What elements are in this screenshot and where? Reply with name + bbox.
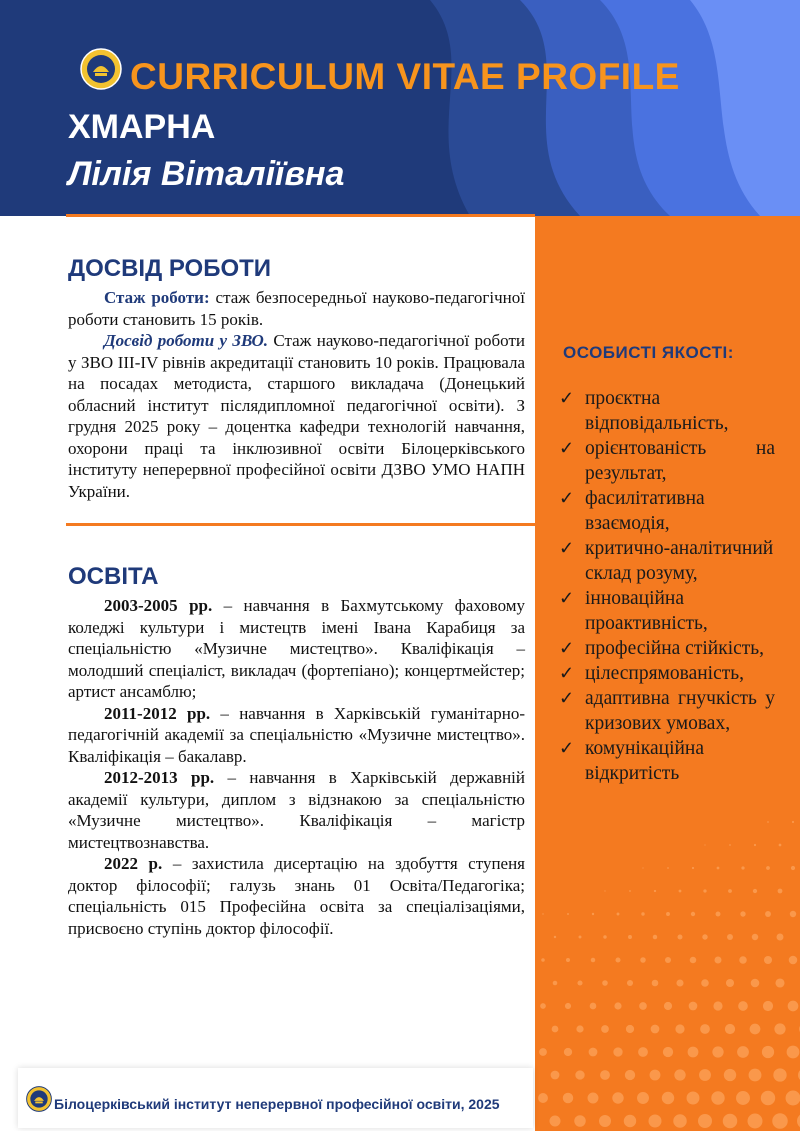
quality-item [559, 686, 775, 736]
halftone-dot [779, 844, 782, 847]
halftone-dot [589, 1048, 598, 1057]
halftone-dot [690, 957, 697, 964]
quality-text: проєктна відповідальність, [585, 388, 729, 434]
halftone-dot [724, 1069, 736, 1081]
quality-item [559, 386, 775, 436]
header-banner [0, 0, 800, 216]
halftone-dot [727, 934, 733, 940]
education-period: 2011-2012 рр. [104, 703, 211, 723]
halftone-dot [615, 957, 620, 962]
halftone-dot [613, 1047, 622, 1056]
halftone-dot [600, 1070, 610, 1080]
halftone-dot [775, 978, 784, 987]
halftone-dot [567, 913, 569, 915]
halftone-dot [699, 1069, 711, 1081]
experience-text-2: Стаж науково-педагогічної роботи у ЗВО ІІІ-ІV рівнів акредитації становить 10 років. Працювала на посадах методиста, старшого викладача (Донецький обласний інститут післядипломної педагогічної освіти). З грудня 2025 року – доцентка кафедри технологій навчання, охорони праці та інклюзивної освіти Білоцерківського інституту неперервної професійної освіти ДЗВО УМО НАПН України. [68, 331, 525, 501]
halftone-dot [654, 890, 656, 892]
halftone-dot [753, 889, 757, 893]
halftone-dot [640, 957, 646, 963]
halftone-dot [551, 1071, 560, 1080]
halftone-dot [665, 957, 671, 963]
halftone-dot [639, 1002, 647, 1010]
halftone-dot [550, 1116, 561, 1127]
education-description: – навчання в Харківській гуманітарно-педагогічній академії за спеціальністю «Музичне мистецтво». Кваліфікація – бакалавр. [68, 703, 525, 766]
halftone-dot [749, 1069, 762, 1082]
institute-emblem-icon [26, 1086, 52, 1112]
halftone-dot [637, 1092, 649, 1104]
education-period: 2012-2013 рр. [104, 768, 215, 787]
quality-text: комунікаційна відкритість [585, 738, 705, 784]
halftone-dot [575, 1070, 584, 1079]
halftone-dot [741, 866, 744, 869]
halftone-dot [540, 1003, 546, 1009]
halftone-dot [650, 1070, 661, 1081]
check-icon: ✓ [559, 738, 575, 758]
halftone-dot [576, 1025, 583, 1032]
halftone-dot [599, 1115, 611, 1127]
halftone-dot [691, 912, 695, 916]
halftone-dot [740, 911, 745, 916]
halftone-dot [767, 821, 769, 823]
check-icon: ✓ [559, 538, 575, 558]
halftone-dot [601, 1025, 609, 1033]
halftone-dot [614, 1002, 621, 1009]
person-given-names: Лілія Віталіївна [68, 155, 345, 193]
halftone-dot [765, 911, 771, 917]
check-icon: ✓ [559, 638, 575, 658]
halftone-dot [739, 956, 747, 964]
halftone-dot [791, 866, 795, 870]
halftone-dot [764, 956, 772, 964]
halftone-dot [617, 913, 620, 916]
person-surname: ХМАРНА [68, 108, 216, 146]
halftone-dot [777, 934, 784, 941]
halftone-dot [702, 934, 707, 939]
education-entry [68, 767, 525, 853]
halftone-dot [763, 1001, 773, 1011]
halftone-dot [723, 1114, 738, 1129]
halftone-dot [788, 1001, 799, 1012]
quality-text: критично-аналітичний склад розуму, [585, 538, 774, 584]
halftone-dot [676, 979, 683, 986]
halftone-dot [751, 979, 760, 988]
halftone-dot [716, 912, 721, 917]
halftone-dot [761, 1091, 775, 1105]
halftone-dot [624, 1115, 637, 1128]
halftone-dot [714, 956, 721, 963]
halftone-dot [673, 1114, 687, 1128]
halftone-dot [652, 980, 659, 987]
halftone-dot [762, 1046, 774, 1058]
halftone-dot [713, 1001, 722, 1010]
halftone-dot [653, 935, 657, 939]
check-icon: ✓ [559, 588, 575, 608]
footer-text: Білоцерківський інститут неперервної професійної освіти, 2025 [54, 1096, 500, 1112]
halftone-dot [554, 936, 556, 938]
education-description: – навчання в Харківській державній академії культури, диплом з відзнакою за спеціальністю «Музичне мистецтво». Кваліфікація – магістр мистецтвознавства. [68, 768, 525, 852]
quality-text: фасилітативна взаємодія, [585, 488, 705, 534]
education-period: 2003-2005 рр. [104, 596, 213, 615]
quality-item [559, 536, 775, 586]
section-divider [66, 523, 535, 526]
quality-text: орієнтованість на результат, [585, 438, 775, 484]
qualities-list [559, 386, 775, 786]
quality-item [559, 661, 775, 686]
halftone-dot [772, 1113, 788, 1129]
quality-text: адаптивна гнучкість у кризових умовах, [585, 688, 775, 734]
halftone-dot [642, 867, 643, 868]
halftone-dot [678, 935, 683, 940]
halftone-dot [738, 1001, 748, 1011]
experience-title: ДОСВІД РОБОТИ [68, 255, 272, 282]
halftone-dot [750, 1024, 761, 1035]
halftone-dot [612, 1092, 623, 1103]
halftone-dot [754, 844, 756, 846]
experience-label-2: Досвід роботи у ЗВО. [104, 331, 269, 350]
education-title: ОСВІТА [68, 563, 159, 590]
halftone-dot [588, 1093, 599, 1104]
halftone-dot [774, 1023, 785, 1034]
footer [18, 1068, 533, 1128]
halftone-dot [629, 890, 631, 892]
quality-text: інноваційна проактивність, [585, 588, 708, 634]
halftone-dot [603, 935, 606, 938]
halftone-dot [728, 889, 732, 893]
halftone-dot [538, 1093, 548, 1103]
halftone-dot [663, 1047, 673, 1057]
check-icon: ✓ [559, 438, 575, 458]
halftone-dot [577, 980, 582, 985]
halftone-dot [574, 1115, 586, 1127]
document-title: CURRICULUM VITAE PROFILE [130, 56, 680, 97]
education-description: – захистила дисертацію на здобуття ступеня доктор філософії; галузь знань 01 Освіта/Педагогіка; спеціальність 015 Професійна освіта за спеціалізаціями, присвоєно ступінь доктор філософії. [68, 854, 525, 938]
halftone-dot [552, 1026, 559, 1033]
halftone-dot [711, 1091, 724, 1104]
header-divider [66, 214, 535, 217]
halftone-dot [649, 1115, 662, 1128]
check-icon: ✓ [559, 388, 575, 408]
halftone-dot [563, 1093, 573, 1103]
experience-section [68, 287, 525, 502]
halftone-dot [790, 911, 796, 917]
experience-label-1: Стаж роботи: [104, 288, 210, 307]
quality-item [559, 486, 775, 536]
halftone-dot [628, 935, 632, 939]
quality-item [559, 586, 775, 636]
halftone-dot [592, 913, 594, 915]
education-entry [68, 853, 525, 939]
quality-item [559, 736, 775, 786]
halftone-dot [787, 1046, 800, 1059]
halftone-dot [579, 936, 582, 939]
experience-paragraph-2 [68, 330, 525, 502]
experience-text-1: стаж безпосередньої науково-педагогічної роботи становить 15 років. [68, 288, 525, 329]
halftone-dot [792, 821, 794, 823]
halftone-dot [674, 1069, 685, 1080]
halftone-dot [700, 1024, 710, 1034]
qualities-title: ОСОБИСТІ ЯКОСТІ: [563, 343, 734, 362]
check-icon: ✓ [559, 663, 575, 683]
halftone-dot [778, 889, 783, 894]
halftone-dot [539, 1048, 547, 1056]
quality-item [559, 636, 775, 661]
halftone-dot [725, 1024, 735, 1034]
halftone-dot [679, 890, 682, 893]
halftone-dot [704, 844, 705, 845]
halftone-dot [666, 912, 670, 916]
halftone-dot [590, 1003, 597, 1010]
halftone-dot [737, 1046, 749, 1058]
halftone-dot [664, 1002, 672, 1010]
education-entry [68, 703, 525, 768]
halftone-dot [641, 912, 644, 915]
quality-text: цілеспрямованість, [585, 663, 745, 684]
halftone-dot [662, 1092, 674, 1104]
halftone-dot [701, 979, 709, 987]
halftone-dot [689, 1002, 698, 1011]
halftone-dot [687, 1092, 700, 1105]
halftone-dot [703, 889, 706, 892]
halftone-dot [564, 1048, 572, 1056]
education-section [68, 595, 525, 939]
halftone-dot [688, 1047, 699, 1058]
halftone-dot [773, 1068, 786, 1081]
halftone-dot [591, 958, 596, 963]
halftone-dot [667, 867, 669, 869]
halftone-dot [789, 956, 798, 965]
halftone-dot [729, 844, 731, 846]
halftone-dot [717, 867, 720, 870]
halftone-dot [542, 913, 543, 914]
halftone-dot [698, 1114, 712, 1128]
halftone-dot [752, 934, 758, 940]
halftone-dot [786, 1091, 800, 1106]
halftone-dot [541, 958, 545, 962]
education-period: 2022 р. [104, 854, 163, 873]
halftone-dot [736, 1091, 750, 1105]
halftone-dot [692, 867, 694, 869]
halftone-dot [766, 866, 770, 870]
quality-item [559, 436, 775, 486]
halftone-dot [748, 1114, 763, 1129]
check-icon: ✓ [559, 688, 575, 708]
qualities-panel [535, 216, 800, 1131]
halftone-dot [651, 1025, 660, 1034]
halftone-dot [604, 890, 605, 891]
halftone-dot [712, 1046, 723, 1057]
halftone-dot [626, 1025, 634, 1033]
check-icon: ✓ [559, 488, 575, 508]
halftone-dot [675, 1024, 684, 1033]
halftone-dot [565, 1003, 571, 1009]
education-entry [68, 595, 525, 703]
halftone-dot [726, 979, 734, 987]
halftone-dot [602, 980, 608, 986]
halftone-dot [566, 958, 570, 962]
halftone-dot [627, 980, 633, 986]
quality-text: професійна стійкість, [585, 638, 765, 659]
halftone-dot [625, 1070, 635, 1080]
halftone-dot [553, 981, 558, 986]
experience-paragraph-1 [68, 287, 525, 330]
institute-emblem-icon [80, 48, 122, 90]
halftone-dot [638, 1047, 648, 1057]
education-description: – навчання в Бахмутському фаховому коледжі культури і мистецтв імені Івана Карабиця за спеціальністю «Музичне мистецтво». Кваліфікація – молодший спеціаліст, викладач (фортепіано); концертмейстер; артист ансамблю; [68, 596, 525, 701]
